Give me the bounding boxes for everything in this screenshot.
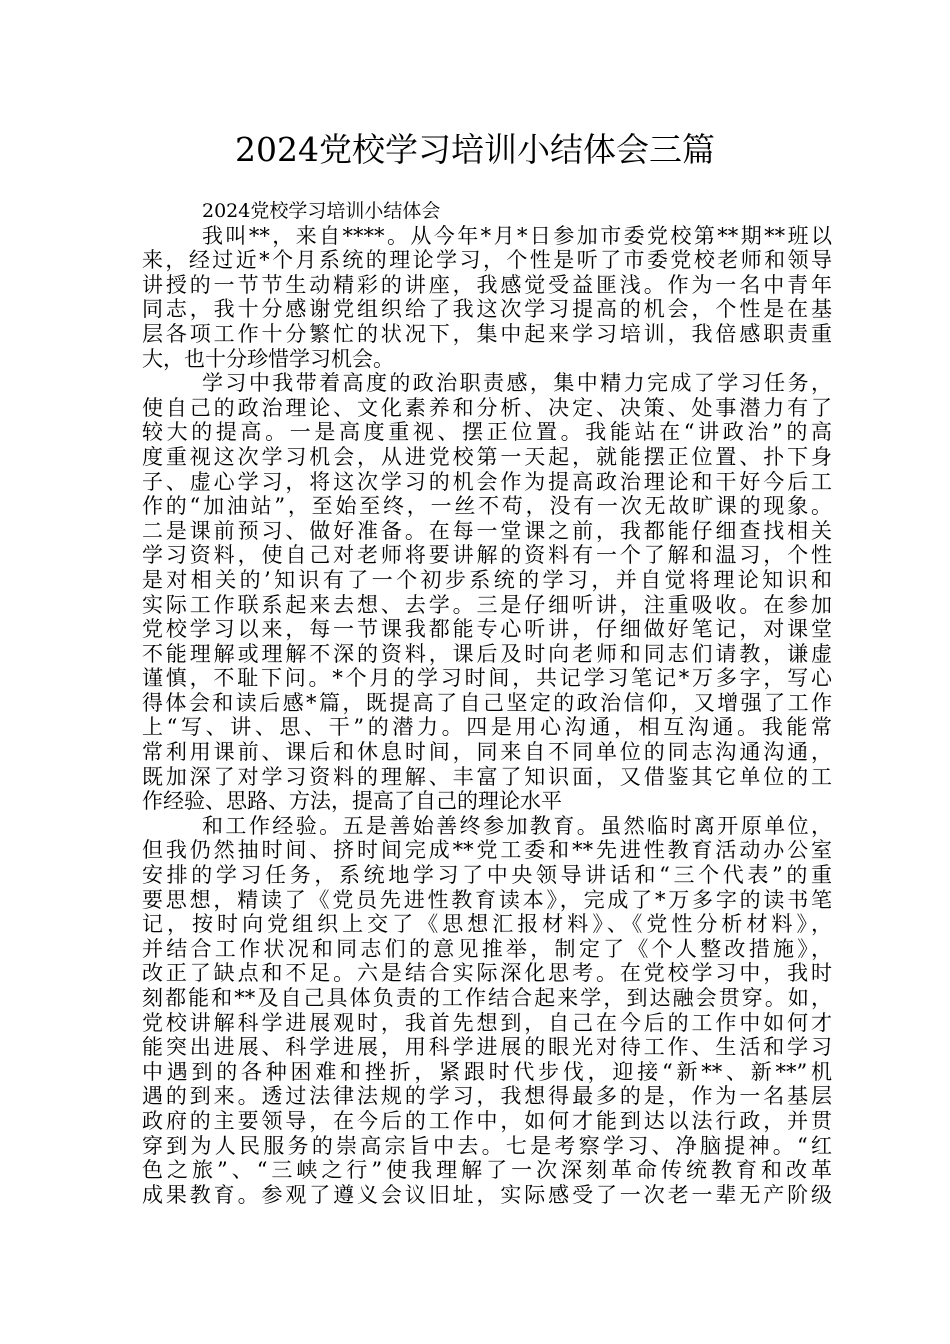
text-line: 较大的提高。一是高度重视、摆正位置。我能站在“讲政治”的高 <box>142 420 832 445</box>
text-line: 刻都能和**及自己具体负责的工作结合起来学，到达融会贯穿。如， <box>142 986 832 1010</box>
text-line: 作的“加油站”，至始至终，一丝不苟，没有一次无故旷课的现象。 <box>142 494 832 519</box>
text-line: 不能理解或理解不深的资料，课后及时向老师和同志们请教，谦虚 <box>142 641 832 666</box>
text-line: 但我仍然抽时间、挤时间完成**党工委和**先进性教育活动办公室 <box>142 838 832 863</box>
text-line: 讲授的一节节生动精彩的讲座，我感觉受益匪浅。作为一名中青年 <box>142 272 832 297</box>
text-line: 大，也十分珍惜学习机会。 <box>142 346 394 371</box>
text-line: 使自己的政治理论、文化素养和分析、决定、决策、处事潜力有了 <box>142 395 832 420</box>
text-line: 遇的到来。透过法律法规的学习，我想得最多的是，作为一名基层 <box>142 1084 832 1109</box>
text-line: 党校讲解科学进展观时，我首先想到，自己在今后的工作中如何才 <box>142 1010 832 1035</box>
text-line: 和工作经验。五是善始善终参加教育。虽然临时离开原单位， <box>202 813 832 838</box>
text-line: 子、虚心学习，将这次学习的机会作为提高政治理论和干好今后工 <box>142 469 832 494</box>
text-line: 党校学习以来，每一节课我都能专心听讲，仔细做好笔记，对课堂 <box>142 617 832 642</box>
text-line: 安排的学习任务，系统地学习了中央领导讲话和“三个代表”的重 <box>142 863 832 888</box>
text-line: 得体会和读后感*篇，既提高了自己坚定的政治信仰，又增强了工作 <box>142 690 832 715</box>
text-line: 政府的主要领导，在今后的工作中，如何才能到达以法行政，并贯 <box>142 1108 832 1133</box>
document-title: 2024党校学习培训小结体会三篇 <box>235 130 715 169</box>
document-subtitle: 2024党校学习培训小结体会 <box>202 200 441 222</box>
text-line: 同志，我十分感谢党组织给了我这次学习提高的机会，个性是在基 <box>142 297 832 322</box>
text-line: 并结合工作状况和同志们的意见推举，制定了《个人整改措施》， <box>142 936 832 961</box>
text-line: 中遇到的各种困难和挫折，紧跟时代步伐，迎接“新**、新**”机 <box>142 1059 832 1084</box>
text-line: 常利用课前、课后和休息时间，同来自不同单位的同志沟通沟通， <box>142 740 832 765</box>
text-line: 学习资料，使自己对老师将要讲解的资料有一个了解和温习，个性 <box>142 543 832 568</box>
text-line: 上“写、讲、思、干”的潜力。四是用心沟通，相互沟通。我能常 <box>142 715 832 740</box>
document-body <box>142 199 832 1207</box>
text-line: 是对相关的’知识有了一个初步系统的学习，并自觉将理论知识和 <box>142 567 832 592</box>
text-line: 能突出进展、科学进展，用科学进展的眼光对待工作、生活和学习 <box>142 1035 832 1060</box>
text-line: 既加深了对学习资料的理解、丰富了知识面，又借鉴其它单位的工 <box>142 764 832 789</box>
text-line: 要思想，精读了《党员先进性教育读本》，完成了*万多字的读书笔 <box>142 887 832 912</box>
text-line: 度重视这次学习机会，从进党校第一天起，就能摆正位置、扑下身 <box>142 444 832 469</box>
text-line: 层各项工作十分繁忙的状况下，集中起来学习培训，我倍感职责重 <box>142 321 832 346</box>
text-line: 我叫**，来自****。从今年*月*日参加市委党校第**期**班以 <box>202 223 832 248</box>
text-line: 实际工作联系起来去想、去学。三是仔细听讲，注重吸收。在参加 <box>142 592 832 617</box>
text-line: 作经验、思路、方法，提高了自己的理论水平 <box>142 789 562 814</box>
text-line: 学习中我带着高度的政治职责感，集中精力完成了学习任务， <box>202 371 832 396</box>
text-line: 改正了缺点和不足。六是结合实际深化思考。在党校学习中，我时 <box>142 961 832 986</box>
text-line: 穿到为人民服务的崇高宗旨中去。七是考察学习、净脑提神。“红 <box>142 1133 832 1158</box>
text-line: 谨慎，不耻下问。*个月的学习时间，共记学习笔记*万多字，写心 <box>142 666 832 691</box>
text-line: 二是课前预习、做好准备。在每一堂课之前，我都能仔细查找相关 <box>142 518 832 543</box>
text-line: 来，经过近*个月系统的理论学习，个性是听了市委党校老师和领导 <box>142 248 832 273</box>
text-line: 记，按时向党组织上交了《思想汇报材料》、《党性分析材料》， <box>142 912 832 937</box>
text-line: 成果教育。参观了遵义会议旧址，实际感受了一次老一辈无产阶级 <box>142 1182 832 1207</box>
text-line: 色之旅”、“三峡之行”使我理解了一次深刻革命传统教育和改革 <box>142 1158 832 1183</box>
paragraph-lines <box>142 224 832 1208</box>
